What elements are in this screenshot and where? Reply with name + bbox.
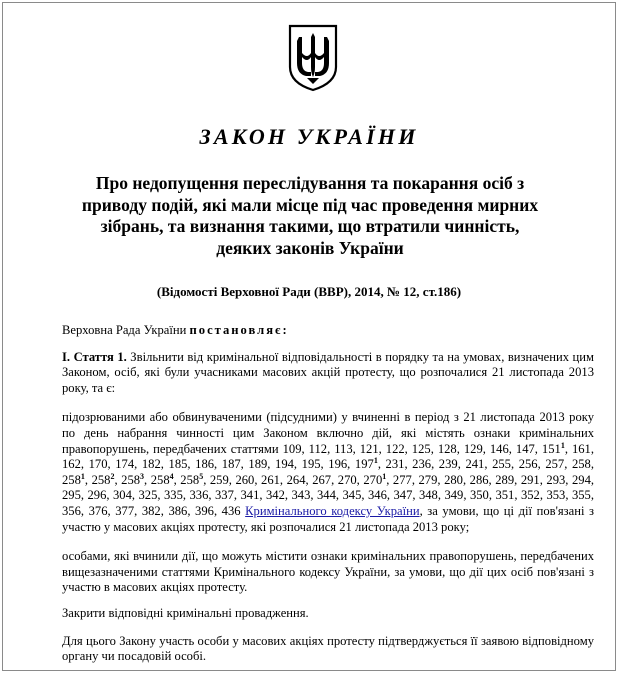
- superscript: 2: [110, 471, 115, 481]
- law-title: ЗАКОН УКРАЇНИ: [199, 124, 419, 149]
- article-1-paragraph: [62, 350, 594, 397]
- criminal-code-link[interactable]: Кримінального кодексу України: [245, 503, 420, 518]
- superscript: 1: [80, 471, 85, 481]
- document-page: [2, 2, 616, 671]
- intro-text: Верховна Рада України: [62, 323, 190, 337]
- p2-text-c: , 258: [84, 472, 111, 487]
- suspects-paragraph: [62, 410, 594, 535]
- p2-text-g: , 259, 260, 261, 264, 267, 270, 270: [203, 472, 383, 487]
- article-text: Звільнити від кримінальної відповідальності в порядку та на умовах, визначених цим Законом, осіб, які були учасниками масових акцій протесту, що розпочалися 21 листопада 2013 року, та є:: [62, 349, 595, 395]
- p2-text-end: , за умови, що ці дії пов'язані з участю у масових акціях протесту, які розпочалися 21 листопада 2013 року;: [62, 503, 594, 534]
- p2-text-h: , 277, 279, 280, 286, 289, 291, 293, 294, 295, 296, 304, 325, 335, 336, 337, 341, 342, 343, 344, 345, 346, 347, 348, 349, 350, 351, 352, 353, 355, 356, 376, 377, 382, 386, 396, 436: [62, 472, 595, 518]
- article-heading: І. Стаття 1.: [62, 349, 127, 364]
- close-proceedings-paragraph: Закрити відповідні кримінальні провадження.: [62, 605, 309, 620]
- p2-text-b: , 231, 236, 239, 241, 255, 256, 257, 258, 258: [62, 457, 594, 487]
- superscript: 1: [382, 471, 387, 481]
- persons-paragraph: особами, які вчинили дії, що можуть містити ознаки кримінальних правопорушень, передбачених вищезазначеними статтями Кримінального кодексу України, за умови, що дії цих осіб пов'язані з участю в масових акціях протесту.: [62, 549, 594, 595]
- intro-paragraph: [62, 323, 594, 339]
- superscript: 4: [169, 471, 174, 481]
- p2-text-d: , 258: [114, 472, 141, 487]
- p2-text-start: підозрюваними або обвинуваченими (підсудними) у вчиненні в період з 21 листопада 2013 року по день набрання чинності цим Законом включно дій, які містять ознаки кримінальних правопорушень, передбачених статтями 109, 112, 113, 121, 122, 125, 128, 129, 146, 147, 151: [62, 410, 594, 456]
- superscript: 1: [373, 455, 378, 465]
- superscript: 1: [560, 440, 565, 450]
- law-body: [62, 323, 594, 665]
- confirmation-paragraph: Для цього Закону участь особи у масових акціях протесту підтверджується її заявою відповідному органу чи посадовій особі.: [62, 633, 594, 664]
- p2-text-e: , 258: [144, 472, 170, 487]
- decree-word: постановляє:: [189, 323, 289, 337]
- law-subtitle: Про недопущення переслідування та покарання осіб з приводу подій, які мали місце під час проведення мирних зібрань, та визнання такими, що втратили чинність, деяких законів України: [81, 173, 539, 258]
- superscript: 3: [140, 471, 145, 481]
- tryzub-coat-of-arms-icon: [287, 23, 339, 93]
- superscript: 5: [199, 471, 204, 481]
- p2-text-a: , 161, 162, 170, 174, 182, 185, 186, 187, 189, 194, 195, 196, 197: [62, 441, 594, 472]
- p2-text-f: , 258: [173, 472, 200, 487]
- source-reference: (Відомості Верховної Ради (ВВР), 2014, № 12, ст.186): [156, 284, 462, 299]
